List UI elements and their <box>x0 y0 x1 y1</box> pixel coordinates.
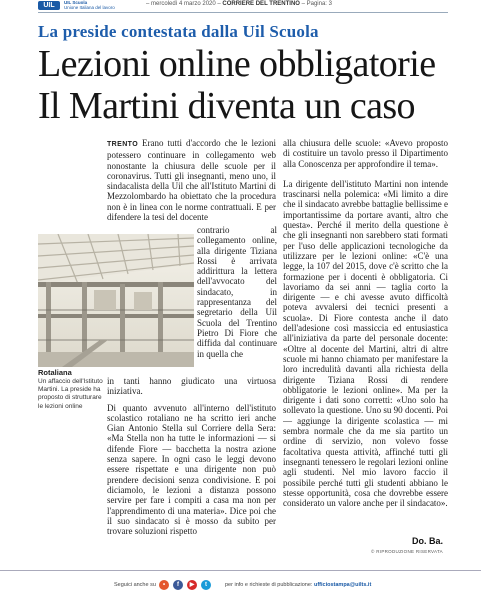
page-number: – Pagina: 3 <box>301 1 332 7</box>
article-text-col1-lower-p2: Di quanto avvenuto all'interno dell'istituto scolastico rotaliano ne ha scritto ieri anche Gian Antonio Stella sul Corriere della Sera: «Ma Stella non ha tutte le informazioni — si difende Fiore — bacchetta la nostra azione senza sapere. In ogni caso le leggi devono essere rispettate e una dirigente non può prendere decisioni senza condivisione. E poi diciamolo, le lezioni a distanza possono servire per fare i compiti a casa ma non per l'apprendimento di una materia». Dice poi che il suo sindacato si è mosso da subito per trovare soluzioni rispetto <box>107 402 276 537</box>
header-divider <box>38 12 448 13</box>
article-text-col2-p2: La dirigente dell'istituto Martini non intende trascinarsi nella polemica: «Mi limito a dire che il sindacato avrebbe battaglie bellissime e importantissime da portare avanti, altro che questa». Perché il merito della questione è che gli insegnanti non sarebbero stati formati per l'uso delle applicazioni tecnologiche da utilizzare per le lezioni online: «C'è una legge, la 107 del 2015, dove c'è scritto che la formazione per i docenti è obbligatoria. Ci lavoriamo da sei anni — taglia corto la dirigente — e chi avesse avuto difficoltà poteva avvalersi dei tecnici presenti a scuola». Di Fiore contesta anche il dato dell'adesione così massiccia ed entusiastica all'iniziativa da parte del personale docente: «Oltre al docente del Martini, altri di altre scuole mi hanno chiamato per manifestare la loro incredulità davanti alla richiesta della dirigente Tiziana Rossi di rendere obbligatorie le lezioni online». Ma per la dirigente i dati sono corretti: «Uno solo ha sollevato la questione. Uno su 90 docenti. Poi — aggiunge la dirigente scolastica — mi sembra normale che da me sia partito un ordine di servizio, non volevo fosse facoltativa questa attività, affinché tutti gli insegnanti tenessero le regolari lezioni online agli studenti. Nel mio lavoro faccio il possibile perché tutti gli studenti abbiano le stesse opportunità, cosa che dovrebbe essere considerato un valore anche per il sindacato». <box>283 178 448 509</box>
uil-logo-line1: UIL Scuola <box>64 0 88 5</box>
footer-contact-label: per info e richieste di pubblicazione: <box>225 582 313 588</box>
photo-caption-text: Un affaccio dell'Istituto Martini. La preside ha proposto di strutturare le lezioni online <box>38 378 103 410</box>
follow-us-label: Seguici anche su <box>114 582 156 588</box>
press-office-email[interactable]: ufficiostampa@uilts.it <box>313 582 372 588</box>
page-header <box>0 0 481 12</box>
article-column-1-lower <box>107 376 276 548</box>
school-photo <box>38 234 194 367</box>
article-text-col1-upper: Erano tutti d'accordo che le lezioni potessero continuare in collegamento web nonostante la chiusura delle scuole per il coronavirus. Tutti gli insegnanti, meno uno, il sindacalista della Uil che all'Istituto Martini di Mezzolombardo ha obiettato che la procedura non è in linea con le norme contrattuali. E per difendere la tesi del docente <box>107 138 276 223</box>
uil-logo-badge: UIL <box>38 1 60 10</box>
article-column-2 <box>283 138 448 538</box>
newspaper-name: CORRIERE DEL TRENTINO <box>222 1 300 7</box>
article-text-col2-p1: alla chiusura delle scuole: «Avevo proposto di costituire un tavolo presso il Dipartimento alla Conoscenza per approfondire il tema». <box>283 138 448 169</box>
facebook-icon[interactable]: f <box>173 580 183 590</box>
article-text-col1-lower-p1: in tanti hanno giudicato una virtuosa iniziativa. <box>107 376 276 397</box>
article-column-1-upper <box>107 138 276 224</box>
article-column-1-wrap <box>197 225 277 375</box>
school-atrium-illustration <box>38 234 194 367</box>
uil-logo-line2: Unione Italiana del lavoro <box>64 5 115 10</box>
headline-line-2: Il Martini diventa un caso <box>38 85 415 127</box>
page-footer <box>0 570 481 595</box>
article-kicker: La preside contestata dalla Uil Scuola <box>38 22 319 41</box>
article-dateline: TRENTO <box>107 141 139 148</box>
copyright-notice: © RIPRODUZIONE RISERVATA <box>371 549 443 554</box>
publication-date: – mercoledì 4 marzo 2020 – <box>146 1 221 7</box>
publication-info <box>146 1 332 7</box>
author-signature: Do. Ba. <box>411 536 443 546</box>
photo-caption-title: Rotaliana <box>38 368 72 377</box>
twitter-icon[interactable]: t <box>201 580 211 590</box>
footer-contact <box>225 582 371 588</box>
article-text-col1-wrap: contrario al collegamento online, alla dirigente Tiziana Rossi è arrivata addirittura la lettera dell'avvocato del sindacato, in rappresentanza del segretario della Uil Scuola del Trentino Pietro Di Fiore che diffida dal continuare in quella che <box>197 225 277 359</box>
headline-line-1: Lezioni online obbligatorie <box>38 43 436 85</box>
flickr-icon[interactable]: • <box>159 580 169 590</box>
youtube-icon[interactable]: ▶ <box>187 580 197 590</box>
